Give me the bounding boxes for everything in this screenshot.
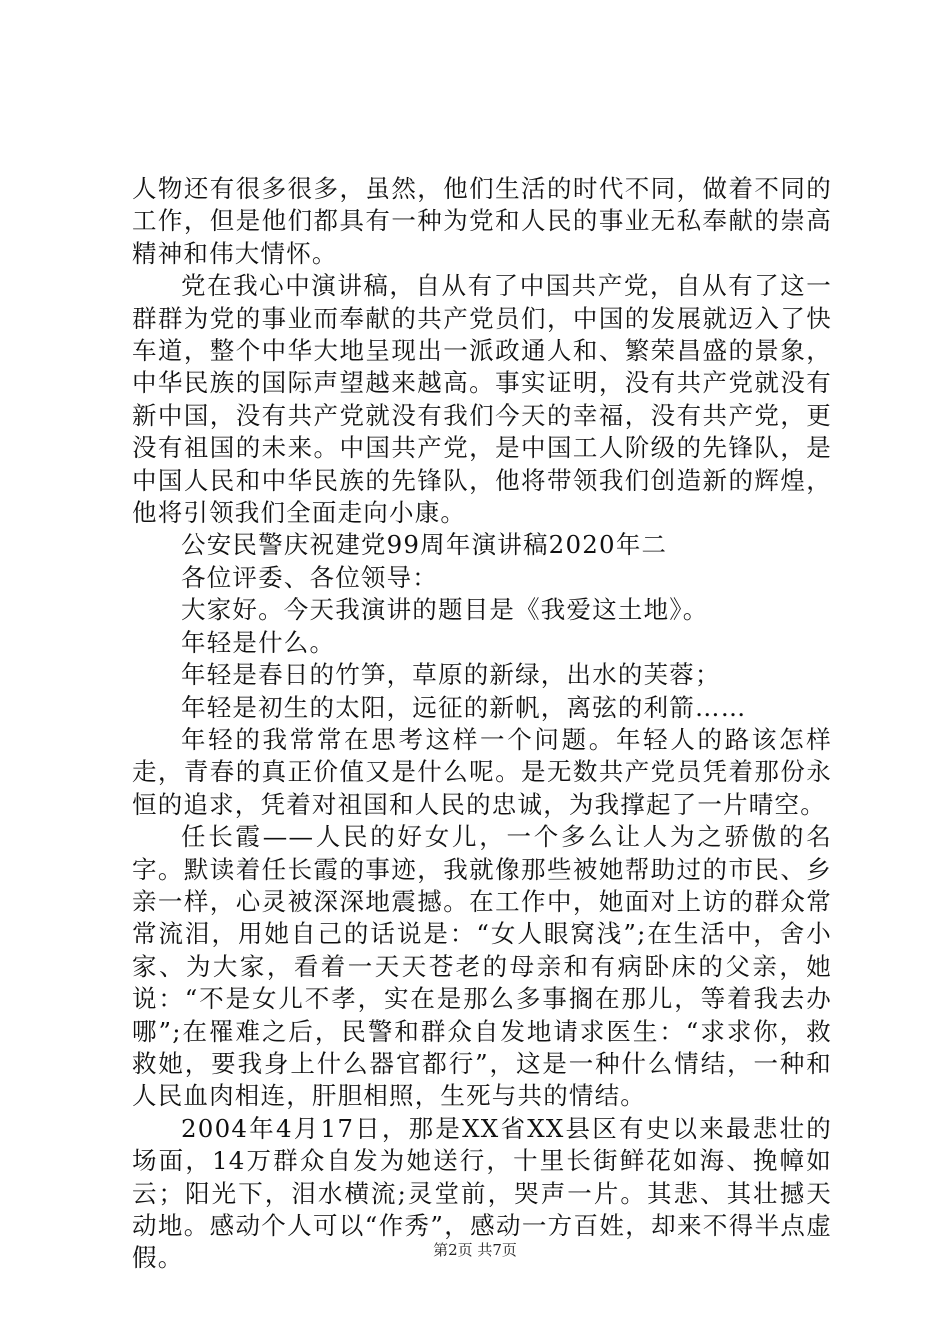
- section-heading: 公安民警庆祝建党99周年演讲稿2020年二: [181, 530, 668, 560]
- paragraph: 年轻的我常常在思考这样一个问题。年轻人的路该怎样走，青春的真正价值又是什么呢。是无数共产党员凭着那份永恒的追求，凭着对祖国和人民的忠诚，为我撑起了一片晴空。: [132, 724, 832, 819]
- page-number-footer: 第2页 共7页: [433, 1241, 517, 1259]
- paragraph: 年轻是春日的竹笋，草原的新绿，出水的芙蓉；: [181, 660, 721, 690]
- paragraph: 年轻是什么。: [181, 627, 336, 657]
- paragraph: 任长霞——人民的好女儿，一个多么让人为之骄傲的名字。默读着任长霞的事迹，我就像那些被她帮助过的市民、乡亲一样，心灵被深深地震撼。在工作中，她面对上访的群众常常流泪，用她自己的话说是：“女人眼窝浅”;在生活中，舍小家、为大家，看着一天天苍老的母亲和有病卧床的父亲，她说：“不是女儿不孝，实在是那么多事搁在那儿，等着我去办哪”;在罹难之后，民警和群众自发地请求医生：“求求你，救救她，要我身上什么器官都行”，这是一种什么情结，一种和人民血肉相连，肝胆相照，生死与共的情结。: [132, 822, 832, 1111]
- document-body: [132, 173, 832, 1275]
- paragraph: 人物还有很多很多，虽然，他们生活的时代不同，做着不同的工作，但是他们都具有一种为党和人民的事业无私奉献的崇高精神和伟大情怀。: [132, 174, 832, 268]
- paragraph: 年轻是初生的太阳，远征的新帆，离弦的利箭……: [181, 692, 747, 722]
- paragraph: 2004年4月17日，那是XX省XX县区有史以来最悲壮的场面，14万群众自发为她送行，十里长街鲜花如海、挽幛如云；阳光下，泪水横流;灵堂前，哭声一片。其悲、其壮撼天动地。感动个人可以“作秀”，感动一方百姓，却来不得半点虚假。: [132, 1113, 832, 1273]
- paragraph: 大家好。今天我演讲的题目是《我爱这土地》。: [181, 595, 709, 625]
- paragraph: 党在我心中演讲稿，自从有了中国共产党，自从有了这一群群为党的事业而奉献的共产党员们，中国的发展就迈入了快车道，整个中华大地呈现出一派政通人和、繁荣昌盛的景象，中华民族的国际声望越来越高。事实证明，没有共产党就没有新中国，没有共产党就没有我们今天的幸福，没有共产党，更没有祖国的未来。中国共产党，是中国工人阶级的先锋队，是中国人民和中华民族的先锋队，他将带领我们创造新的辉煌，他将引领我们全面走向小康。: [132, 271, 832, 528]
- salutation: 各位评委、各位领导：: [181, 562, 438, 592]
